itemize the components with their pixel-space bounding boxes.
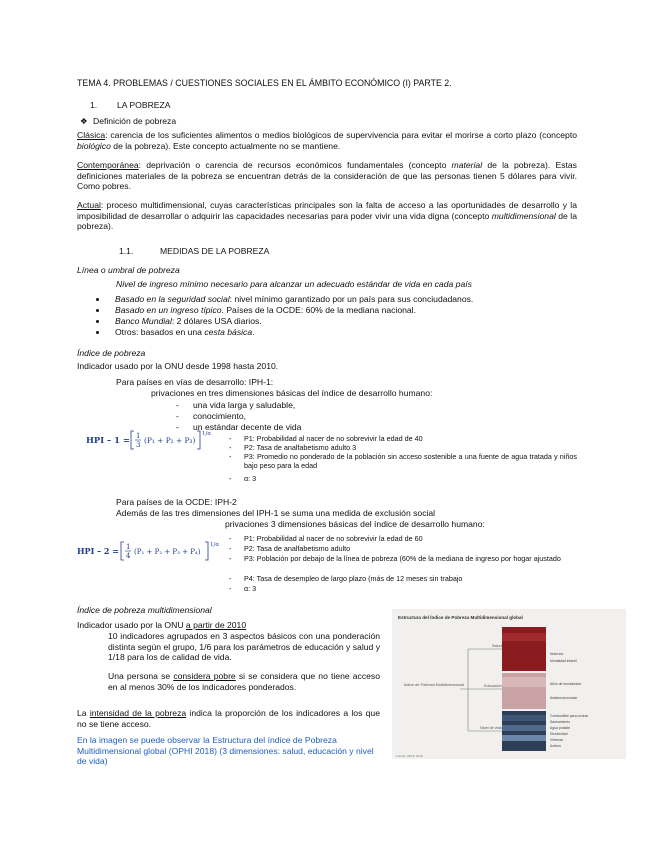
multi-p2-text-end: si se considera que no tiene acceso en al menos 30% de los indicadores ponderados.	[108, 671, 380, 692]
multi-intro-underline: a partir de 2010	[185, 620, 247, 630]
infographic-indicator: Saneamiento	[550, 720, 570, 724]
linea-item-3-label: Banco Mundial	[115, 316, 172, 326]
actual-italic: multidimensional	[491, 210, 556, 221]
multi-p3-text: La	[77, 708, 90, 718]
iph1-subtitle: privaciones en tres dimensiones básicas del índice de desarrollo humano:	[151, 388, 433, 398]
indice-title: Índice de pobreza	[77, 348, 146, 358]
infographic-indicator: Electricidad	[550, 732, 568, 736]
infographic-indicator: Combustible para cocinar	[550, 714, 589, 718]
infographic-title: Estructura del Índice de Pobreza Multidimensional global	[398, 615, 523, 620]
linea-description: Nivel de ingreso mínimo necesario para alcanzar un adecuado estándar de vida en cada país	[116, 279, 472, 289]
iph2-param-2: P2: Tasa de analfabetismo adulto	[244, 544, 351, 553]
iph2-title: Para países de la OCDE: IPH-2	[116, 497, 237, 507]
contemporanea-italic: material	[451, 160, 483, 170]
diamond-bullet-icon: ❖	[80, 116, 88, 126]
contemporanea-text: : deprivación o carencia de recursos económicos fundamentales (concepto	[138, 160, 452, 170]
iph2-formula	[77, 539, 222, 567]
iph2-param-3: P3: Población por debajo de la línea de pobreza (60% de la mediana de ingreso por hogar ajustado	[244, 554, 561, 563]
actual-text-end: de la pobreza).	[77, 210, 577, 232]
iph2-subtitle-2: privaciones 3 dimensiones básicas del índice de desarrollo humano:	[225, 519, 485, 529]
iph1-title: Para países en vías de desarrollo: IPH-1:	[116, 377, 274, 387]
linea-item-1-text: : nivel mínimo garantizado por un país para sus conciudadanos.	[229, 294, 474, 304]
dash-icon: -	[176, 400, 179, 410]
infographic-dim-salud: Salud	[492, 644, 502, 648]
linea-item-2	[115, 305, 416, 316]
paragraph-contemporanea	[77, 160, 577, 192]
contemporanea-text-end: de la pobreza). Estas definiciones materiales de la pobreza se encuentran detrás de la consideración de que las personas tienen 5 dólares para vivir. Como pobres.	[77, 160, 577, 192]
dash-icon: -	[229, 434, 232, 443]
paragraph-clasica	[77, 130, 577, 151]
section-title: LA POBREZA	[117, 100, 171, 110]
indice-intro: Indicador usado por la ONU desde 1998 hasta 2010.	[77, 361, 279, 371]
infographic-dim-educacion: Educación	[484, 684, 502, 688]
svg-text:HPI – 1 =: HPI – 1 =	[86, 435, 130, 445]
svg-text:3: 3	[136, 441, 141, 449]
actual-text: : proceso multidimensional, cuyas características principales son la falta de acceso a las oportunidades de desarrollo y la imposibilidad de desarrollar o adquirir las capacidades necesarias para poder vivir una vida digna (concepto	[77, 200, 577, 221]
iph2-param-4: P4: Tasa de desempleo de largo plazo (más de 12 meses sin trabajo	[244, 574, 463, 583]
infographic-band	[502, 725, 546, 731]
iph2-subtitle: Además de las tres dimensiones del IPH-1 se suma una medida de exclusión social	[116, 508, 436, 518]
clasica-italic: biológico	[77, 140, 111, 151]
infographic-band	[502, 735, 546, 741]
actual-label: Actual	[77, 200, 101, 210]
iph1-param-2: P2: Tasa de analfabetismo adulto 3	[244, 443, 357, 452]
infographic-indicator: Vivienda	[550, 738, 563, 742]
linea-item-1	[115, 294, 473, 305]
multi-paragraph-2	[108, 671, 380, 692]
clasica-text-end: de la pobreza). Este concepto actualmente no se mantiene.	[110, 140, 341, 151]
iph1-param-1: P1: Probabilidad al nacer de no sobrevivir la edad de 40	[244, 434, 423, 443]
linea-item-2-text: . Países de la OCDE: 60% de la mediana nacional.	[221, 305, 416, 315]
iph1-dimension-3: un estándar decente de vida	[193, 422, 302, 432]
infographic-indicator: Asistencia escolar	[550, 696, 578, 700]
linea-item-3	[115, 316, 262, 327]
dash-icon: -	[229, 443, 232, 452]
infographic-indicator: Mortalidad infantil	[550, 659, 577, 663]
section-number: 1.	[90, 100, 98, 110]
svg-text:1: 1	[136, 432, 141, 440]
multi-p3-text-end: indica la proporción de los indicadores a los que no se tiene acceso.	[77, 708, 380, 729]
linea-item-1-label: Basado en la seguridad social	[115, 294, 230, 304]
multi-intro	[77, 620, 246, 631]
dash-icon: -	[176, 411, 179, 421]
mpi-structure-diagram	[392, 609, 626, 759]
iph1-param-3: P3: Promedio no ponderado de la población sin acceso sostenible a una fuente de agua tratada y niños bajo peso para la edad	[244, 452, 577, 470]
infographic-indicator: Agua potable	[550, 726, 570, 730]
infographic-dim-vida: Nivel de vida	[480, 726, 502, 730]
infographic-indicator: Activos	[550, 744, 561, 748]
linea-item-4-italic: cesta básica	[204, 327, 253, 337]
multi-note: En la imagen se puede observar la Estructura del índice de Pobreza Multidimensional global (OPHI 2018) (3 dimensiones: salud, educación y nivel de vida)	[77, 735, 374, 767]
multi-p3-underline: intensidad de la pobreza	[89, 708, 187, 718]
iph1-formula	[86, 428, 226, 456]
multi-paragraph-3	[77, 708, 380, 729]
svg-text:1/α: 1/α	[202, 431, 212, 437]
multi-p2-text: Una persona se	[108, 671, 174, 681]
dash-icon: -	[229, 584, 232, 593]
dash-icon: -	[176, 422, 179, 432]
iph2-formula-graphic	[77, 539, 222, 563]
iph2-param-5: α: 3	[244, 584, 257, 593]
dash-icon: -	[229, 534, 232, 543]
linea-item-2-label: Basado en un ingreso típico	[115, 305, 222, 315]
bullet-icon	[96, 320, 99, 323]
svg-text:(P₁ + P₂ + P₃): (P₁ + P₂ + P₃)	[144, 436, 196, 445]
infographic-band	[502, 633, 546, 641]
linea-item-4-tail: .	[252, 327, 255, 337]
clasica-label: Clásica	[77, 130, 106, 140]
multi-title: Índice de pobreza multidimensional	[77, 605, 212, 615]
definition-title: Definición de pobreza	[93, 116, 177, 126]
infographic-root-label: Índice de Pobreza Multidimensional	[404, 683, 464, 687]
iph1-formula-graphic	[86, 428, 226, 452]
bullet-icon	[96, 331, 99, 334]
iph2-param-1: P1: Probabilidad al nacer de no sobrevivir la edad de 60	[244, 534, 423, 543]
iph1-param-4: α: 3	[244, 474, 257, 483]
mpi-structure-image	[392, 609, 626, 759]
infographic-indicator: Nutrición	[550, 652, 564, 656]
subsection-title: MEDIDAS DE LA POBREZA	[160, 246, 270, 256]
bullet-icon	[96, 298, 99, 301]
infographic-connectors	[460, 649, 502, 731]
svg-text:1/α: 1/α	[210, 542, 220, 548]
svg-text:HPI – 2 =: HPI – 2 =	[77, 546, 119, 556]
multi-p2-underline: considera pobre	[173, 671, 236, 681]
iph1-dimension-2: conocimiento,	[193, 411, 247, 421]
dash-icon: -	[229, 544, 232, 553]
clasica-text: : carencia de los suficientes alimentos o medios biológicos de supervivencia para evitar el morirse a corto plazo (concepto	[105, 130, 577, 140]
dash-icon: -	[229, 574, 232, 583]
multi-paragraph-1: 10 indicadores agrupados en 3 aspectos básicos con una ponderación distinta según el grupo, 1/6 para los parámetros de educación y salud y 1/18 para los de calidad de vida.	[108, 631, 380, 663]
contemporanea-label: Contemporánea	[77, 160, 139, 170]
paragraph-actual	[77, 200, 577, 232]
infographic-indicator: Años de escolaridad	[550, 682, 581, 686]
infographic-band	[502, 715, 546, 721]
linea-item-3-text: : 2 dólares USA diarios.	[171, 316, 262, 326]
multi-intro-text: Indicador usado por la ONU	[77, 620, 186, 630]
svg-text:1: 1	[126, 543, 131, 551]
iph1-dimension-1: una vida larga y saludable,	[193, 400, 296, 410]
dash-icon: -	[229, 452, 232, 461]
linea-title: Línea o umbral de pobreza	[77, 265, 180, 275]
document-title: TEMA 4. PROBLEMAS / CUESTIONES SOCIALES EN EL ÁMBITO ECONÓMICO (I) PARTE 2.	[77, 78, 452, 88]
linea-item-4	[115, 327, 255, 338]
infographic-source: Fuente: OPHI, 2018	[396, 754, 423, 758]
dash-icon: -	[229, 474, 232, 483]
linea-item-4-text: Otros: basados en una	[115, 327, 205, 337]
subsection-number: 1.1.	[119, 246, 134, 256]
bullet-icon	[96, 309, 99, 312]
svg-text:(P₁ + P₂ + P₃ + P₄): (P₁ + P₂ + P₃ + P₄)	[134, 548, 201, 556]
svg-text:4: 4	[126, 552, 131, 560]
infographic-band	[502, 677, 546, 687]
dash-icon: -	[229, 554, 232, 563]
